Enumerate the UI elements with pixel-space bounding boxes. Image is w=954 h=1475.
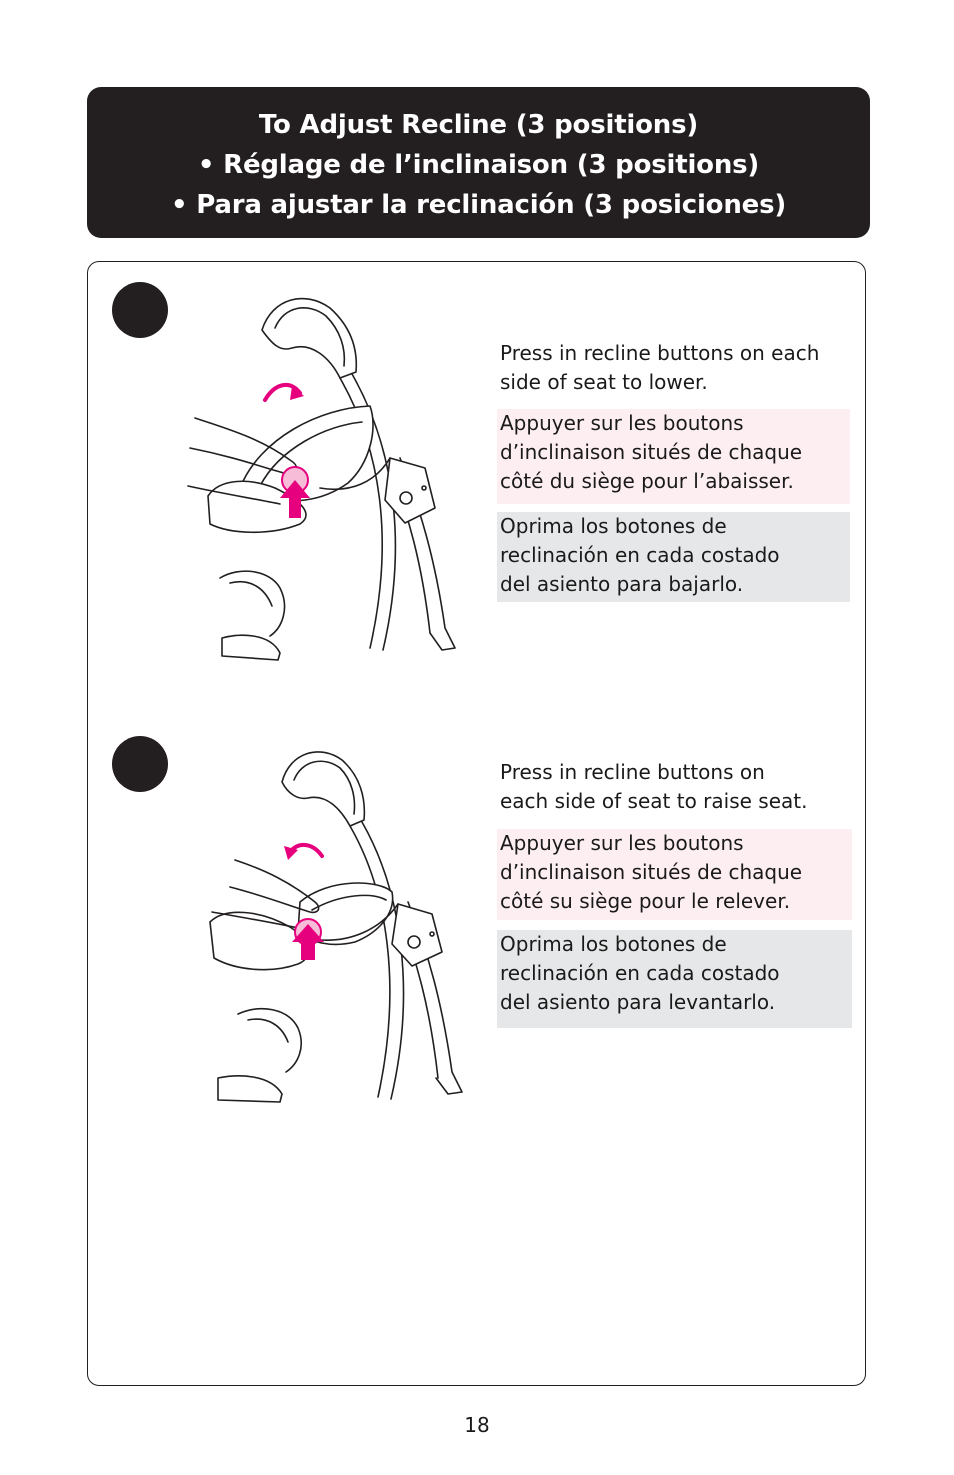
step-2-french-text: Appuyer sur les boutons d’inclinaison situés de chaque côté su siège pour le relever. — [497, 829, 852, 920]
swing-recline-lower-illustration — [180, 288, 470, 668]
title-english: To Adjust Recline (3 positions) — [258, 109, 699, 140]
step-1-marker — [112, 282, 168, 338]
title-banner — [87, 87, 870, 238]
page-number: 18 — [464, 1413, 490, 1437]
title-french: • Réglage de l’inclinaison (3 positions) — [197, 149, 760, 180]
swing-recline-raise-illustration — [180, 742, 470, 1112]
step-1-french-text: Appuyer sur les boutons d’inclinaison situés de chaque côté du siège pour l’abaisser. — [497, 409, 850, 504]
step-1-english-text: Press in recline buttons on each side of seat to lower. — [500, 341, 820, 394]
step-2-marker — [112, 736, 168, 792]
step-2-spanish-text: Oprima los botones de reclinación en cada costado del asiento para levantarlo. — [497, 930, 852, 1028]
step-1-spanish-text: Oprima los botones de reclinación en cada costado del asiento para bajarlo. — [497, 512, 850, 602]
step-2-english-text: Press in recline buttons on each side of seat to raise seat. — [500, 760, 808, 813]
title-spanish: • Para ajustar la reclinación (3 posiciones) — [170, 189, 787, 220]
